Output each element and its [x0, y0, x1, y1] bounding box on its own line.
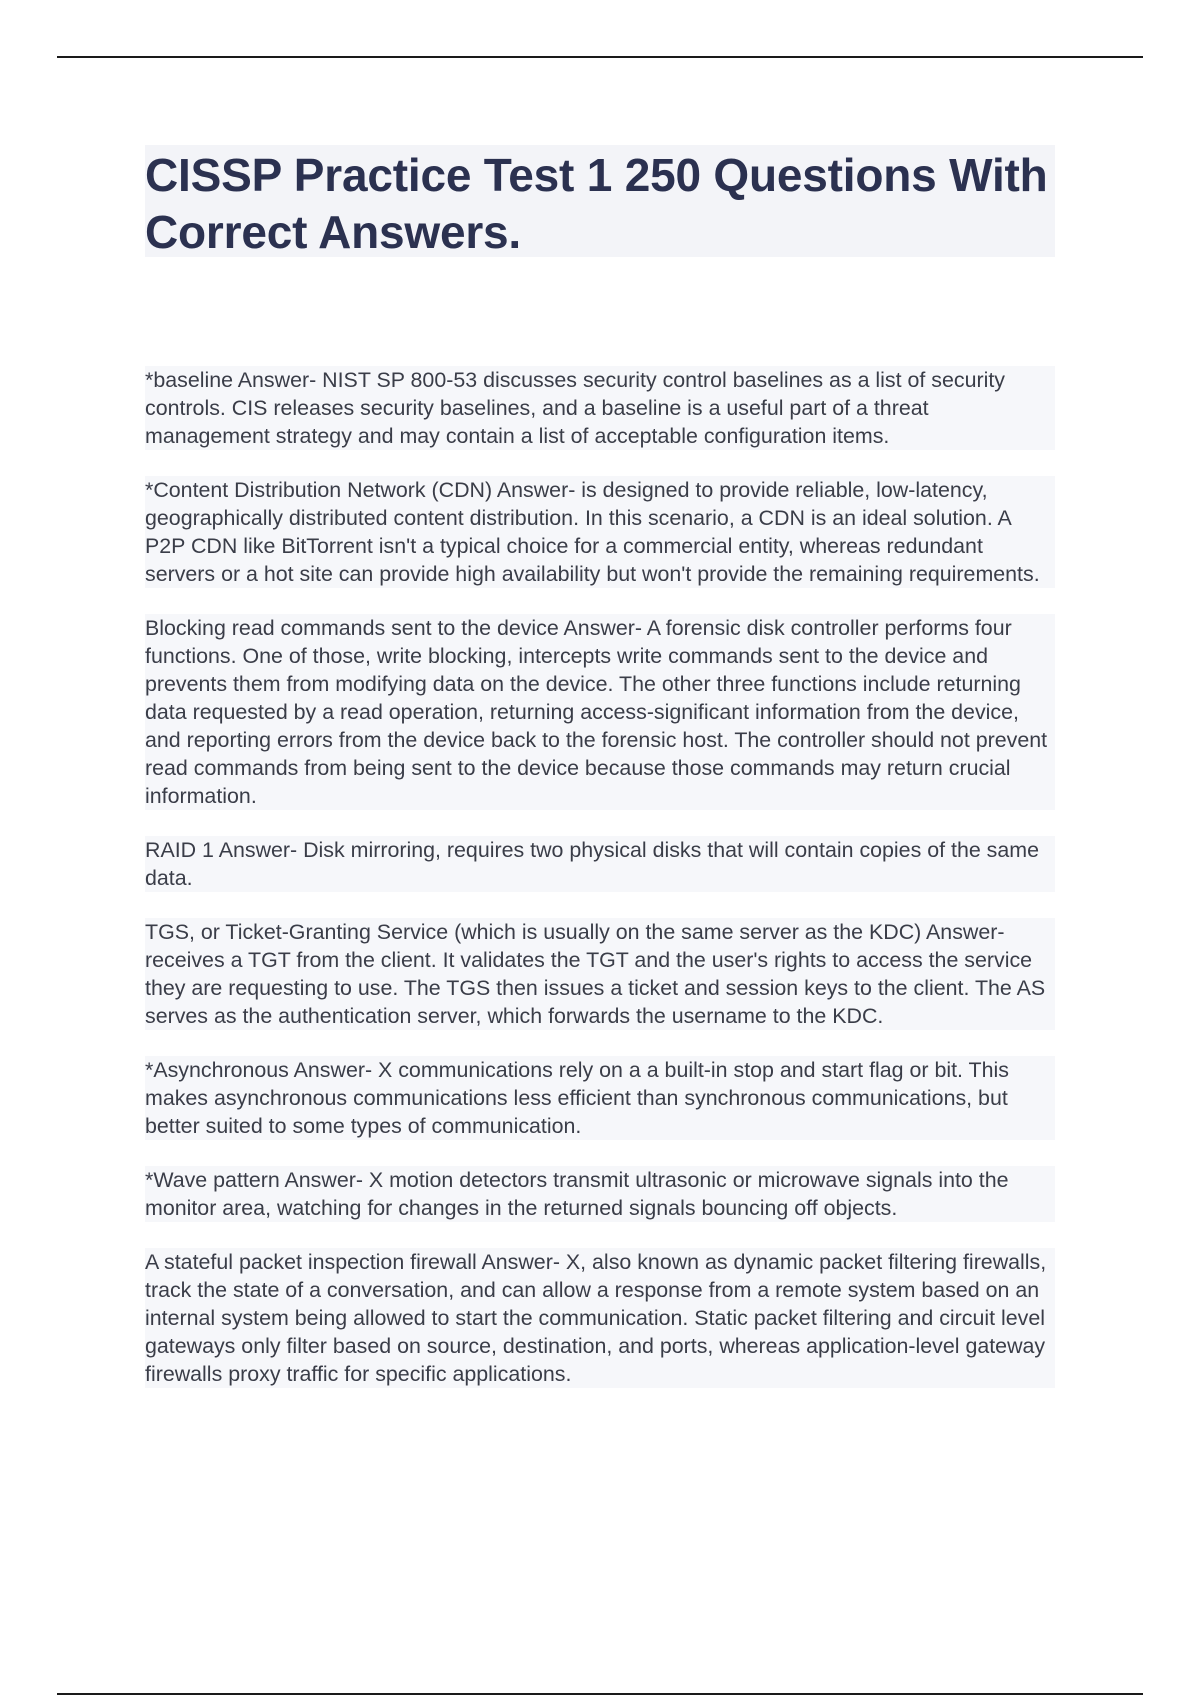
bottom-divider [57, 1693, 1143, 1695]
qa-entry-raid-1: RAID 1 Answer- Disk mirroring, requires two physical disks that will contain copies of the same data. [145, 836, 1055, 892]
qa-entry-baseline: *baseline Answer- NIST SP 800-53 discusses security control baselines as a list of security controls. CIS releases security baselines, and a baseline is a useful part of a threat management strategy and may contain a list of acceptable configuration items. [145, 366, 1055, 450]
page-title: CISSP Practice Test 1 250 Questions With Correct Answers. [145, 149, 1048, 258]
qa-entry-tgs: TGS, or Ticket-Granting Service (which is usually on the same server as the KDC) Answer- receives a TGT from the client. It validates the TGT and the user's rights to access the service they are requesting to use. The TGS then issues a ticket and session keys to the client. The AS serves as the authentication server, which forwards the username to the KDC. [145, 918, 1055, 1030]
top-divider [57, 56, 1143, 58]
qa-entry-blocking-read: Blocking read commands sent to the device Answer- A forensic disk controller performs four functions. One of those, write blocking, intercepts write commands sent to the device and prevents them from modifying data on the device. The other three functions include returning data requested by a read operation, returning access-significant information from the device, and reporting errors from the device back to the forensic host. The controller should not prevent read commands from being sent to the device because those commands may return crucial information. [145, 614, 1055, 810]
qa-entry-stateful-firewall: A stateful packet inspection firewall Answer- X, also known as dynamic packet filtering firewalls, track the state of a conversation, and can allow a response from a remote system based on an internal system being allowed to start the communication. Static packet filtering and circuit level gateways only filter based on source, destination, and ports, whereas application-level gateway firewalls proxy traffic for specific applications. [145, 1248, 1055, 1388]
qa-list [145, 366, 1055, 1414]
title-block [145, 145, 1055, 257]
qa-entry-wave-pattern: *Wave pattern Answer- X motion detectors transmit ultrasonic or microwave signals into the monitor area, watching for changes in the returned signals bouncing off objects. [145, 1166, 1055, 1222]
qa-entry-cdn: *Content Distribution Network (CDN) Answer- is designed to provide reliable, low-latency, geographically distributed content distribution. In this scenario, a CDN is an ideal solution. A P2P CDN like BitTorrent isn't a typical choice for a commercial entity, whereas redundant servers or a hot site can provide high availability but won't provide the remaining requirements. [145, 476, 1055, 588]
qa-entry-asynchronous: *Asynchronous Answer- X communications rely on a a built-in stop and start flag or bit. This makes asynchronous communications less efficient than synchronous communications, but better suited to some types of communication. [145, 1056, 1055, 1140]
